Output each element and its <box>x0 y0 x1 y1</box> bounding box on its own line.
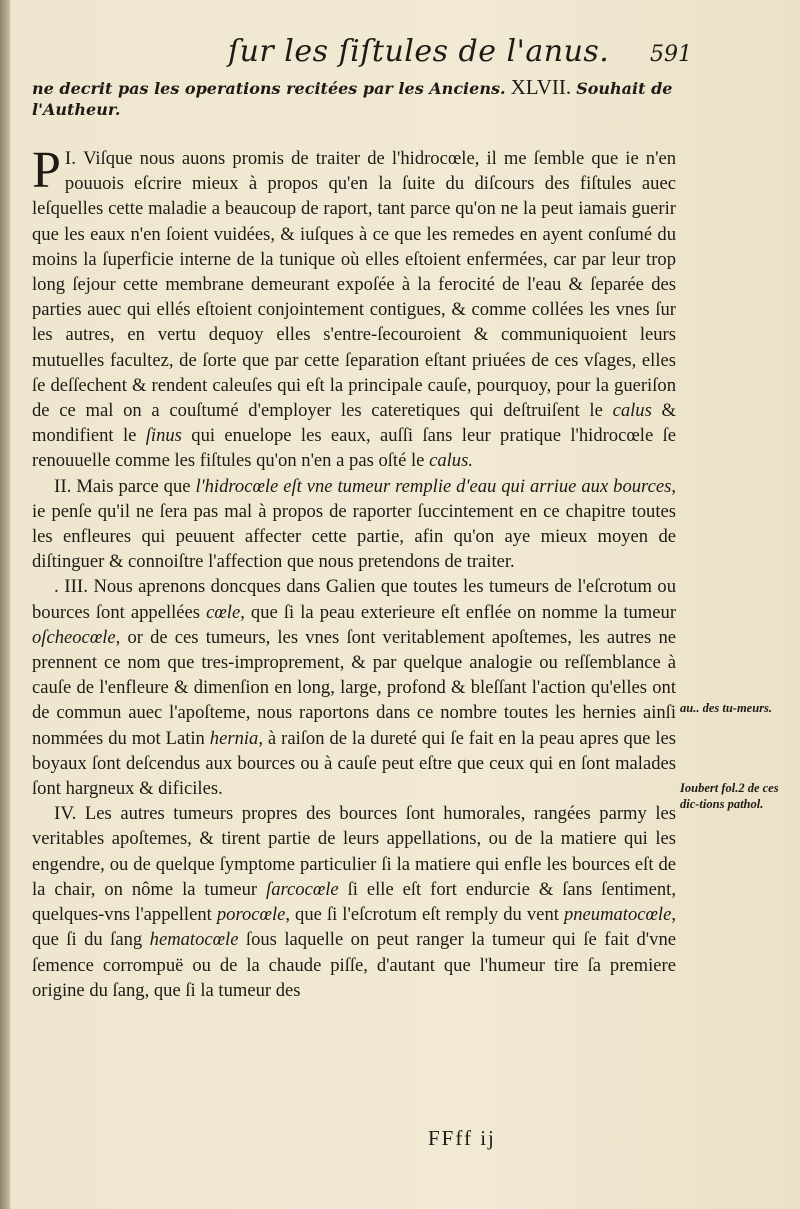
paragraph <box>32 474 676 575</box>
text-run: , or de ces tumeurs, les vnes ſont veritablement apoſtemes, les autres ne prennent ce nom que tres-improprement, & par quelque analogie ou reſſemblance à cauſe de l'enfleure & dimenſion en long, large, profond & bleſſant l'action qu'elles ont de commun auec l'apoſteme, nous raportons dans ce nombre toutes les hernies ainſi nommées du mot Latin <box>32 626 676 749</box>
running-head <box>0 34 800 74</box>
summary-wish: Souhait de l'Autheur. <box>32 79 673 119</box>
drop-capital: P <box>32 142 61 199</box>
italic-term: pneumatocœle <box>563 904 672 926</box>
paragraph-number: II. <box>54 475 72 497</box>
margin-note: Ioubert fol.2 de ces dic-tions pathol. <box>680 781 779 811</box>
italic-term: hernia <box>209 727 259 749</box>
chapter-summary <box>32 77 682 120</box>
paragraph-number: . III. <box>54 576 89 598</box>
italic-term: calus. <box>429 450 473 472</box>
text-run: , ie penſe qu'il ne ſera pas mal à propos de raporter ſuccintement en ce chapitre toutes les enfleures qui peuuent affecter cette partie, afin qu'on aye mieux moyen de diſtinguer & connoiſtre l'affection que nous pretendons de traiter. <box>32 475 676 573</box>
italic-term: oſcheocœle <box>32 626 116 648</box>
text-run: Mais parce que <box>71 475 196 497</box>
text-run: Nous aprenons doncques dans Galien que toutes les tumeurs de l'eſcrotum ou bources ſont appellées <box>32 576 676 623</box>
italic-term: porocœle <box>216 904 286 926</box>
paragraph <box>32 801 676 1003</box>
italic-term: ſarcocœle <box>266 878 339 900</box>
text-run: ſi elle eſt fort endurcie & ſans ſentiment, quelques-vns l'appellent <box>32 878 676 926</box>
italic-term: cœle <box>206 601 241 623</box>
text-run: qui enuelope les eaux, auſſi ſans leur pratique l'hidrocœle ſe renouuelle comme les fiſtules qu'on n'en a pas oſté le <box>32 425 676 472</box>
text-run: , que ſi la peau exterieure eſt enflée on nomme la tumeur <box>240 601 677 623</box>
paragraph-number: IV. <box>54 803 77 825</box>
signature-mark: FFff ij <box>428 1126 496 1150</box>
margin-note: au.. des tu-meurs. <box>680 701 773 715</box>
paragraph <box>32 142 676 474</box>
italic-term: ſinus <box>145 425 182 447</box>
text-run: & mondifient le <box>32 400 676 447</box>
summary-section-number: XLVII. <box>510 75 572 99</box>
text-run: , que ſi l'eſcrotum eſt remply du vent <box>285 904 564 926</box>
text-run: ſous laquelle on peut ranger la tumeur qui ſe fait d'vne ſemence corrompuë ou de la chaude piſſe, d'autant que l'humeur tire ſa premiere origine du ſang, que ſi la tumeur des <box>32 929 676 1001</box>
page-number: 591 <box>650 42 692 67</box>
text-run: Les autres tumeurs propres des bources ſont humorales, rangées parmy les veritables apoſtemes, & tirent partie de leurs appellations, ou de la matiere qui les engendre, ou de quelque ſymptome particulier ſi la matiere qui enfle les bources eſt de la chair, on nôme la tumeur <box>32 803 676 900</box>
page-binding-edge <box>0 0 10 1209</box>
italic-term: l'hidrocœle eſt vne tumeur remplie d'eau qui arriue aux bources <box>195 475 672 497</box>
running-head-title: ſur les ſiſtules de l'anus. <box>228 34 610 69</box>
paragraph-number: I. <box>64 148 76 169</box>
italic-term: calus <box>612 400 652 422</box>
text-run: , à raiſon de la dureté qui ſe fait en la peau apres que les boyaux ſont deſcendus aux bources ou à cauſe peut eſtre que ceux qui en ſont malades ſont hargneux & dificiles. <box>32 727 676 800</box>
italic-term: hematocœle <box>149 929 239 951</box>
summary-italic-text: ne decrit pas les operations recitées par les Anciens. <box>32 79 506 98</box>
text-run: , que ſi du ſang <box>32 904 676 951</box>
paragraph <box>32 574 676 801</box>
main-text-body <box>32 142 677 1003</box>
text-run: Viſque nous auons promis de traiter de l'hidrocœle, il me ſemble que ie n'en pouuois eſcrire mieux à propos qu'en la ſuite du diſcours des fiſtules auec leſquelles cette maladie a beaucoup de raport, tant parce qu'on ne la peut iamais guerir que les eaux n'en ſoient vuidées, & iuſques à ce que les remedes en ayent conſumé du moins la ſuperficie interne de la tunique où elles eſtoient enfermées, car par leur trop long ſejour cette membrane demeurant expoſée à la ferocité de l'eau & ſeparée des parties auec qui ellés eſtoient conjointement contigues, & comme collées les vnes ſur les autres, en vertu dequoy elles s'entre-ſecouroient & communiquoient leurs mutuelles facultez, de ſorte que par cette ſeparation eſtant priuées de ces vſages, elles ſe deſſechent & rendent caleuſes qui eſt la principale cauſe, pourquoy, pour la gueriſon de ce mal on a couſtumé d'employer les cateretiques qui deſtruiſent le <box>32 148 676 422</box>
